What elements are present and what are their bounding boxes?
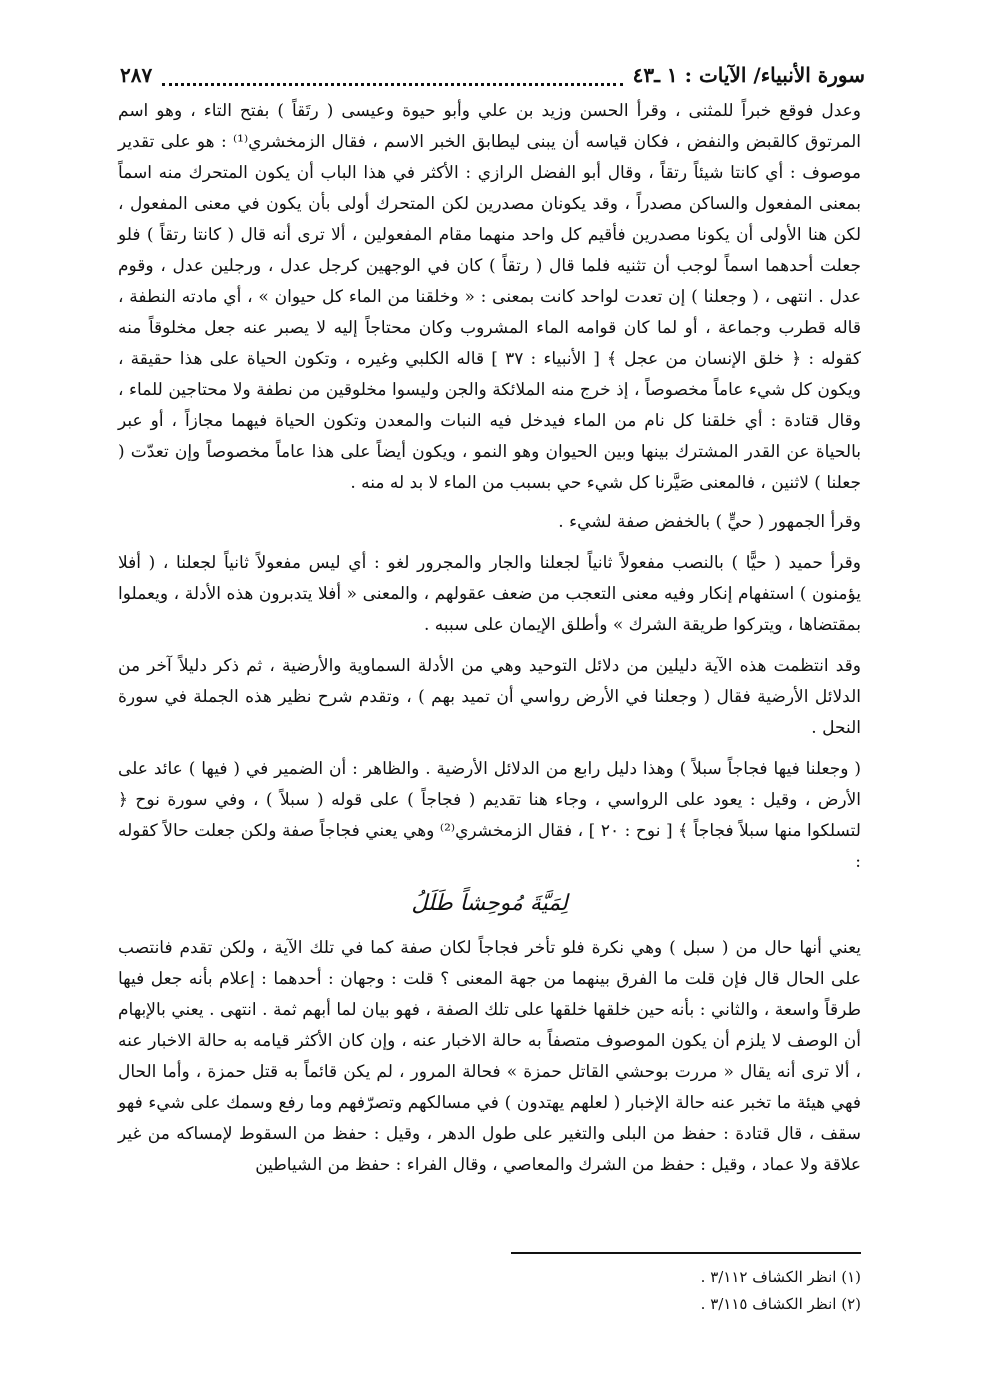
footnote: (٢) انظر الكشاف ٣/١١٥ . [700,1295,861,1313]
running-title: سورة الأنبياء/ الآيات : ١ ـ٤٣ [632,63,865,87]
page-header [120,58,865,92]
paragraph: ( وجعلنا فيها فجاجاً سبلاً ) وهذا دليل رابع من الدلائل الأرضية . والظاهر : أن الضمير في ( فيها ) عائد على الأرض ، وقيل : يعود على الرواسي ، وجاء هنا تقديم ( فجاجاً ) على قوله ( سبلاً ) ، وفي سورة نوح ﴿ لتسلكوا منها سبلاً فجاجاً ﴾ [ نوح : ٢٠ ] ، فقال الزمخشري⁽²⁾ وهي يعني فجاجاً صفة ولكن جعلت حالاً كقوله : [118,759,861,872]
paragraph: وعدل فوقع خبراً للمثنى ، وقرأ الحسن وزيد بن علي وأبو حيوة وعيسى ( رتَقاً ) بفتح التاء ، وهو اسم المرتوق كالقبض والنفض ، فكان قياسه أن يبنى ليطابق الخبر الاسم ، فقال الزمخشري⁽¹⁾ : هو على تقدير موصوف : أي كانتا شيئاً رتقاً ، وقال أبو الفضل الرازي : الأكثر في هذا الباب أن يكون المتحرك منه اسماً بمعنى المفعول والساكن مصدراً ، وقد يكونان مصدرين لكن المتحرك أولى بأن يكون في معنى المفعول ، لكن هنا الأولى أن يكونا مصدرين فأقيم كل واحد منهما مقام المفعولين ، ألا ترى أنه قال ( كانتا رتقاً ) فلو جعلت أحدهما اسماً لوجب أن تثنيه فلما قال ( رتقاً ) كان في الوجهين كرجل عدل ، ورجلين عدل ، وقوم عدل . انتهى ، ( وجعلنا ) إن تعدت لواحد كانت بمعنى : « وخلقنا من الماء كل حيوان » ، أي مادته النطفة ، قاله قطرب وجماعة ، أو لما كان قوامه الماء المشروب وكان محتاجاً إليه لا يصبر عنه جعل مخلوقاً منه كقوله : ﴿ خلق الإنسان من عجل ﴾ [ الأنبياء : ٣٧ ] قاله الكلبي وغيره ، وتكون الحياة على هذا حقيقة ، ويكون كل شيء عاماً مخصوصاً ، إذ خرج منه الملائكة والجن وليسوا مخلوقين من نطفة ولا محتاجين للماء ، وقال قتادة : أي خلقنا كل نام من الماء فيدخل فيه النبات والمعدن وتكون الحياة فيهما مجازاً ، أو عبر بالحياة عن القدر المشترك بينها وبين الحيوان وهو النمو ، ويكون أيضاً على هذا عاماً مخصوصاً وإن تعدّت ( جعلنا ) لاثنين ، فالمعنى صَيَّرنا كل شيء حي بسبب من الماء لا بد له منه . [118,101,862,493]
paragraph: وقرأ الجمهور ( حيٍّ ) بالخفض صفة لشيء . [558,512,861,532]
footnote-divider [511,1252,861,1254]
footnote: (١) انظر الكشاف ٣/١١٢ . [700,1268,861,1286]
page-number: ٢٨٧ [120,63,153,87]
poetry-verse: لِمَيَّةَ مُوحِشاً طَلَلُ [411,891,568,916]
leader-dots [162,81,622,86]
footnotes [361,1264,861,1318]
paragraph: وقرأ حميد ( حيًّا ) بالنصب مفعولاً ثانياً لجعلنا والجار والمجرور لغو : أي ليس مفعولاً ثانياً لجعلنا ، ( أفلا يؤمنون ) استفهام إنكار وفيه معنى التعجب من ضعف عقولهم ، والمعنى « أفلا يتدبرون هذه الأدلة ، ويعملوا بمقتضاها ، ويتركوا طريقة الشرك » وأطلق الإيمان على سببه . [118,553,861,635]
paragraph: وقد انتظمت هذه الآية دليلين من دلائل التوحيد وهي من الأدلة السماوية والأرضية ، ثم ذكر دليلاً آخر من الدلائل الأرضية فقال ( وجعلنا في الأرض رواسي أن تميد بهم ) ، وتقدم شرح نظير هذه الجملة في سورة النحل . [118,656,861,738]
page-body [118,96,861,1191]
paragraph: يعني أنها حال من ( سبل ) وهي نكرة فلو تأخر فجاجاً لكان صفة كما في تلك الآية ، ولكن تقدم فانتصب على الحال قال فإن قلت ما الفرق بينهما من جهة المعنى ؟ قلت : وجهان : أحدهما : إعلام بأنه جعل فيها طرقاً واسعة ، والثاني : بأنه حين خلقها خلقها على تلك الصفة ، فهو بيان لما أبهم ثمة . انتهى . يعني بالإبهام أن الوصف لا يلزم أن يكون الموصوف متصفاً به حالة الاخبار عنه ، وإن كان الأكثر قيامه به حالة الاخبار عنه ، ألا ترى أنه يقال « مررت بوحشي القاتل حمزة » فحالة المرور ، لم يكن قائماً به قتل حمزة ، وأما الحال فهي هيئة ما تخبر عنه حالة الإخبار ( لعلهم يهتدون ) في مسالكهم وتصرّفهم وما رفع وسمك على شيء فهو سقف ، قال قتادة : حفظ من البلى والتغير على طول الدهر ، وقيل : حفظ من السقوط لإمساكه من غير علاقة ولا عماد ، وقيل : حفظ من الشرك والمعاصي ، وقال الفراء : حفظ من الشياطين [118,938,861,1175]
